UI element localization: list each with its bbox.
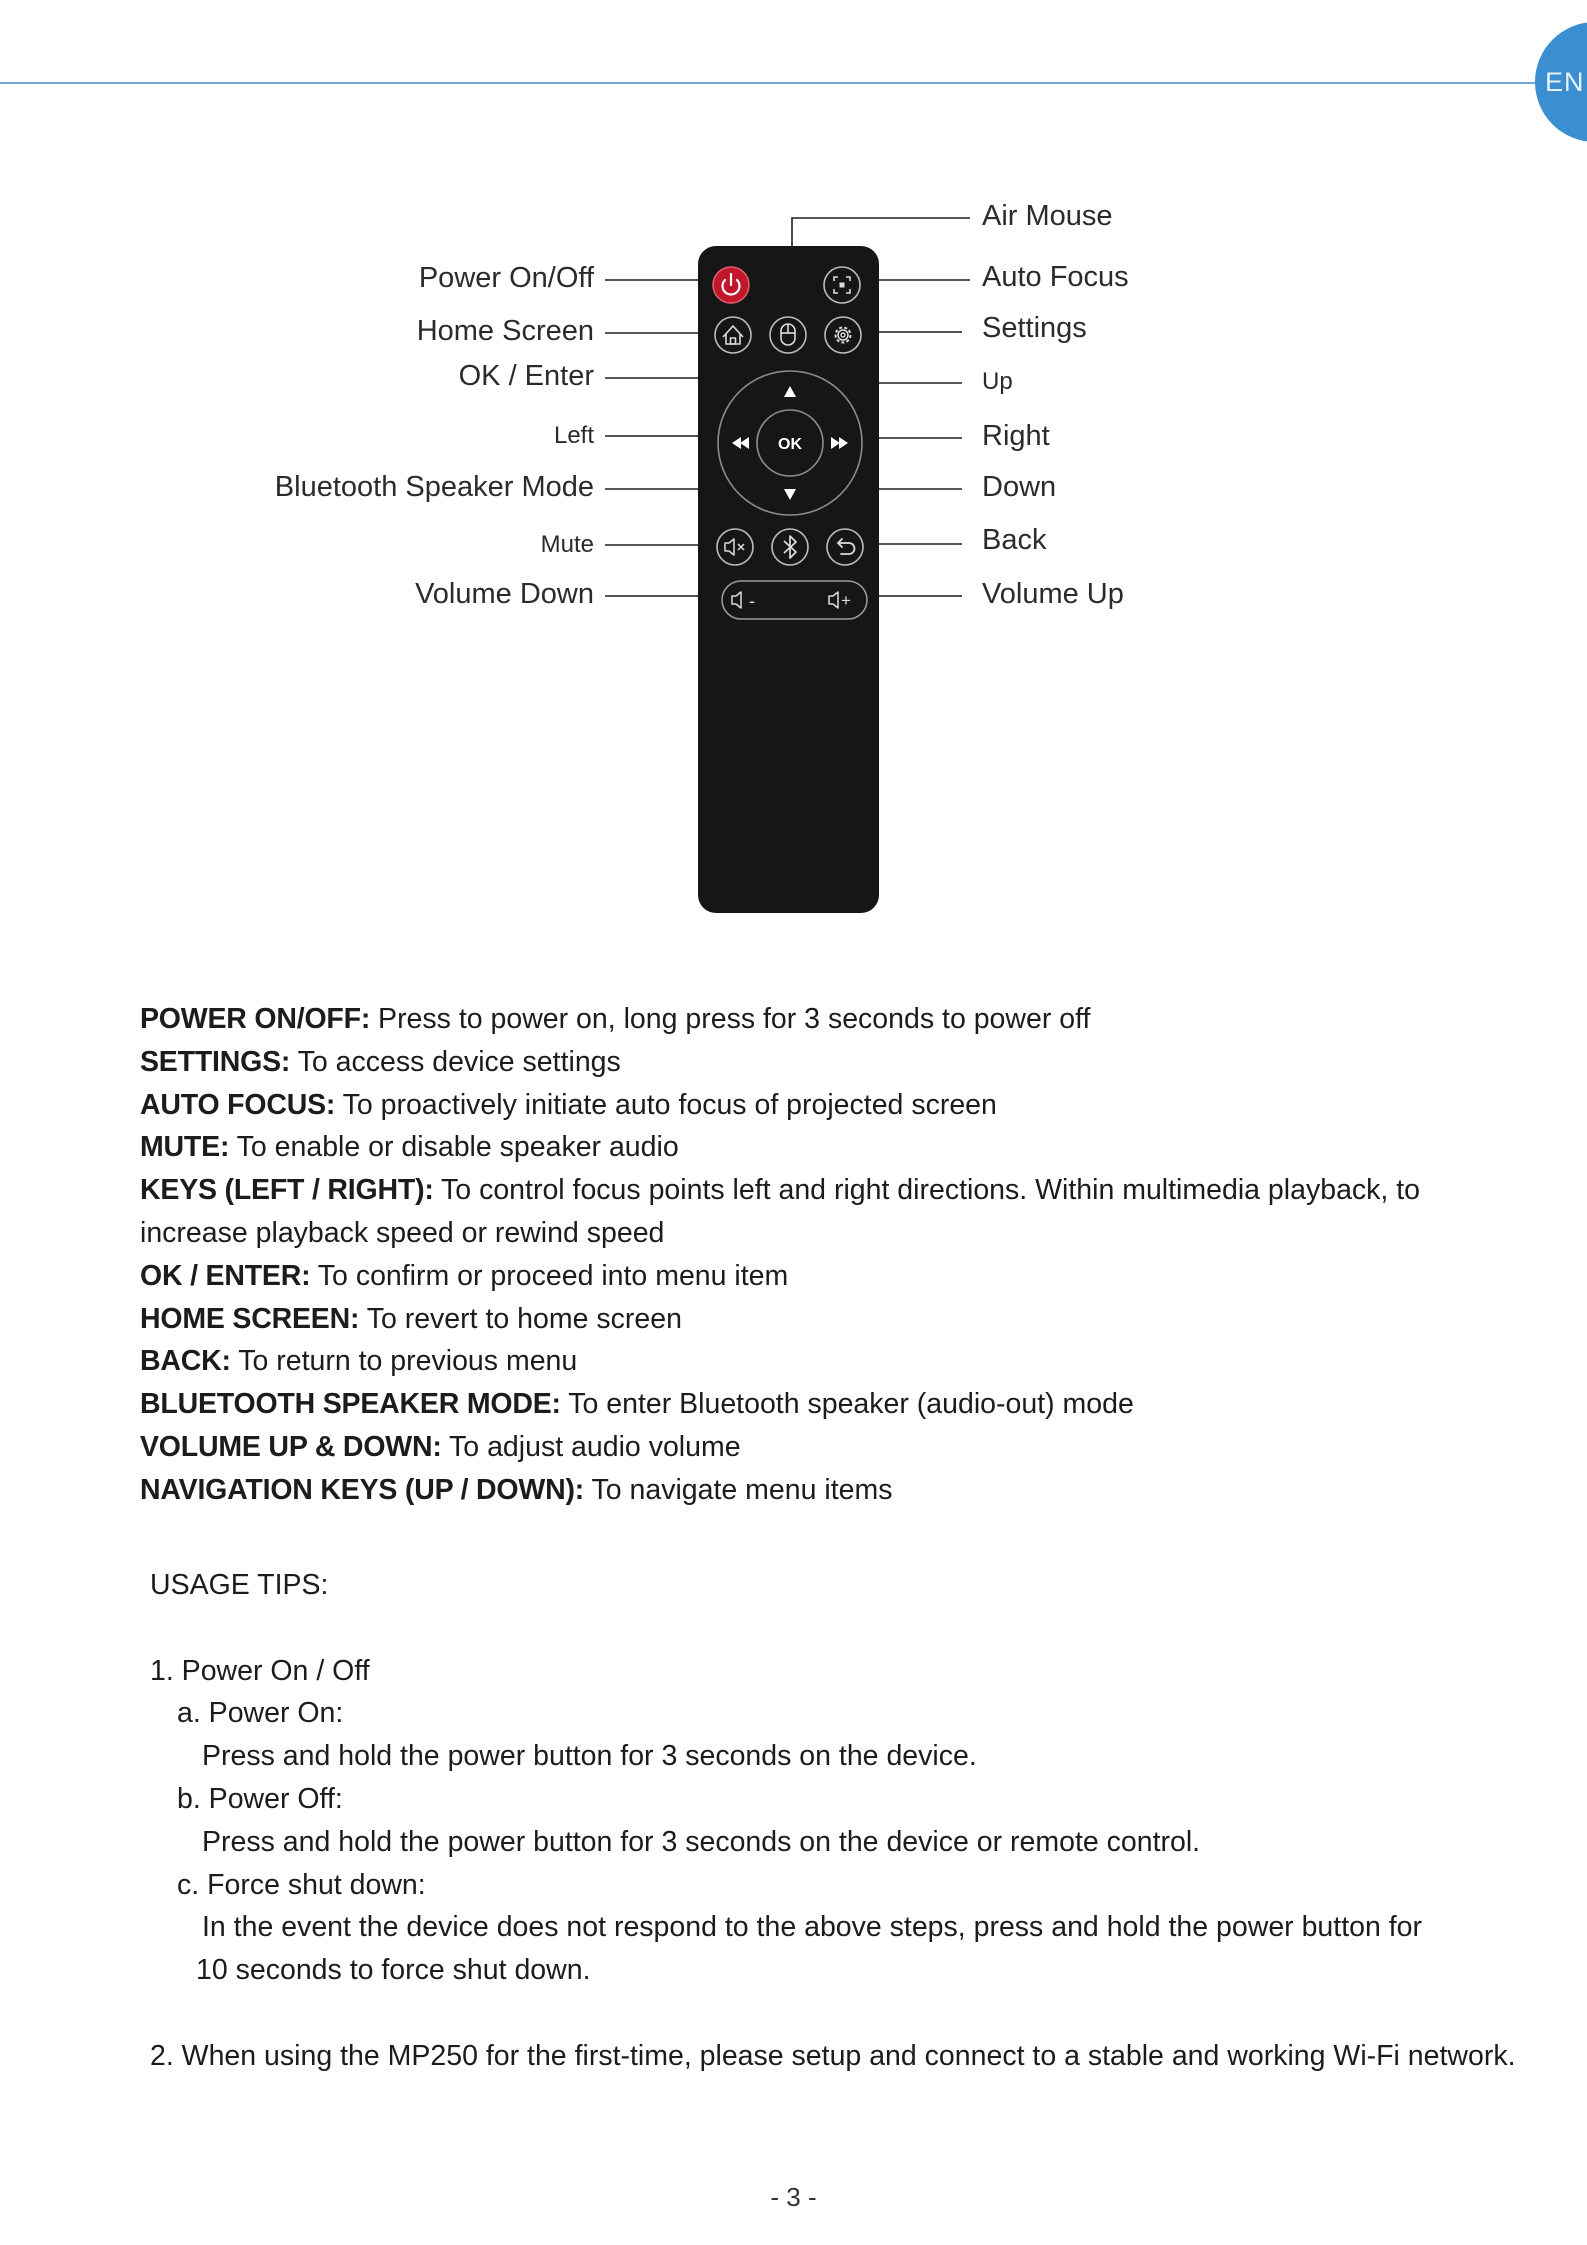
mute-button[interactable] <box>717 529 753 565</box>
label-ok: OK / Enter <box>458 360 594 392</box>
ok-button[interactable] <box>757 410 823 476</box>
definition-term: MUTE: <box>140 1131 230 1164</box>
tip-power-off-text: Press and hold the power button for 3 seconds on the device or remote control. <box>202 1825 1201 1858</box>
back-button[interactable] <box>827 529 863 565</box>
air-mouse-button[interactable] <box>770 317 806 353</box>
definition-term: AUTO FOCUS: <box>140 1088 336 1121</box>
definition-item <box>140 1255 1470 1298</box>
label-air-mouse: Air Mouse <box>982 200 1113 232</box>
definition-text: To enter Bluetooth speaker (audio-out) mode <box>560 1388 1134 1421</box>
volume-up-sign: + <box>841 591 851 610</box>
label-settings: Settings <box>982 312 1087 344</box>
tip-force-shutdown-text: In the event the device does not respond to the above steps, press and hold the power button for <box>202 1911 1422 1944</box>
definition-text: To confirm or proceed into menu item <box>310 1259 789 1292</box>
definition-item <box>140 1340 1470 1383</box>
label-right: Right <box>982 420 1050 452</box>
label-back: Back <box>982 524 1047 556</box>
tip-force-shutdown-title: c. Force shut down: <box>177 1868 426 1901</box>
label-volume-up: Volume Up <box>982 578 1124 610</box>
definition-text: To return to previous menu <box>230 1345 578 1378</box>
definition-text: To proactively initiate auto focus of projected screen <box>335 1088 997 1121</box>
remote-illustration <box>0 0 1587 960</box>
label-down: Down <box>982 471 1057 503</box>
definition-text: To control focus points left and right directions. Within multimedia playback, to increase playback speed or rewind speed <box>140 1174 1421 1249</box>
definition-text: To navigate menu items <box>584 1473 893 1506</box>
tips-spacer <box>150 1607 1480 1650</box>
tip-power-on-text: Press and hold the power button for 3 seconds on the device. <box>202 1740 977 1773</box>
tip-power-off-title: b. Power Off: <box>177 1782 343 1815</box>
tips-spacer <box>150 1992 1480 2035</box>
definition-text: To revert to home screen <box>359 1302 682 1335</box>
label-bluetooth: Bluetooth Speaker Mode <box>274 471 594 503</box>
label-volume-down: Volume Down <box>415 578 594 610</box>
language-tab[interactable]: EN <box>1535 22 1587 142</box>
tip-item-1: 1. Power On / Off <box>150 1654 370 1687</box>
label-auto-focus: Auto Focus <box>982 261 1129 293</box>
definition-term: BACK: <box>140 1345 231 1378</box>
definition-item <box>140 998 1470 1041</box>
definition-item <box>140 1041 1470 1084</box>
tip-item-2: 2. When using the MP250 for the first-time, please setup and connect to a stable and working Wi-Fi network. <box>150 2039 1516 2072</box>
tip-force-shutdown-text-cont: 10 seconds to force shut down. <box>196 1954 591 1987</box>
label-up: Up <box>982 368 1013 395</box>
usage-tips <box>150 1564 1516 2078</box>
definition-term: SETTINGS: <box>140 1045 291 1078</box>
definition-term: HOME SCREEN: <box>140 1302 360 1335</box>
definition-item <box>140 1169 1470 1255</box>
definition-item <box>140 1469 1470 1512</box>
definition-item <box>140 1084 1470 1127</box>
settings-button[interactable] <box>825 317 861 353</box>
definition-text: To enable or disable speaker audio <box>229 1131 679 1164</box>
remote-diagram <box>0 0 1587 960</box>
ok-button-label: OK <box>778 436 802 453</box>
definition-term: BLUETOOTH SPEAKER MODE: <box>140 1388 561 1421</box>
definition-term: VOLUME UP & DOWN: <box>140 1430 442 1463</box>
definition-text: To access device settings <box>290 1045 621 1078</box>
definition-term: NAVIGATION KEYS (UP / DOWN): <box>140 1473 585 1506</box>
page-number: - 3 - <box>770 2182 817 2212</box>
definition-item <box>140 1383 1470 1426</box>
label-home: Home Screen <box>416 315 594 347</box>
key-definitions <box>140 998 1470 1512</box>
label-mute: Mute <box>540 531 594 558</box>
usage-tips-heading: USAGE TIPS: <box>150 1569 329 1601</box>
bluetooth-button[interactable] <box>772 529 808 565</box>
definition-term: POWER ON/OFF: <box>140 1003 371 1035</box>
definition-item <box>140 1426 1470 1469</box>
definition-term: OK / ENTER: <box>140 1259 311 1292</box>
definition-text: Press to power on, long press for 3 seconds to power off <box>370 1003 1091 1035</box>
definition-item <box>140 1298 1470 1341</box>
definition-item <box>140 1126 1470 1169</box>
power-button[interactable] <box>713 267 749 303</box>
definition-term: KEYS (LEFT / RIGHT): <box>140 1174 434 1207</box>
home-button[interactable] <box>715 317 751 353</box>
label-left: Left <box>553 422 594 449</box>
tip-power-on-title: a. Power On: <box>177 1697 344 1730</box>
volume-down-sign: - <box>749 591 755 611</box>
auto-focus-button[interactable] <box>824 267 860 303</box>
label-power: Power On/Off <box>418 262 594 294</box>
definition-text: To adjust audio volume <box>441 1430 741 1463</box>
